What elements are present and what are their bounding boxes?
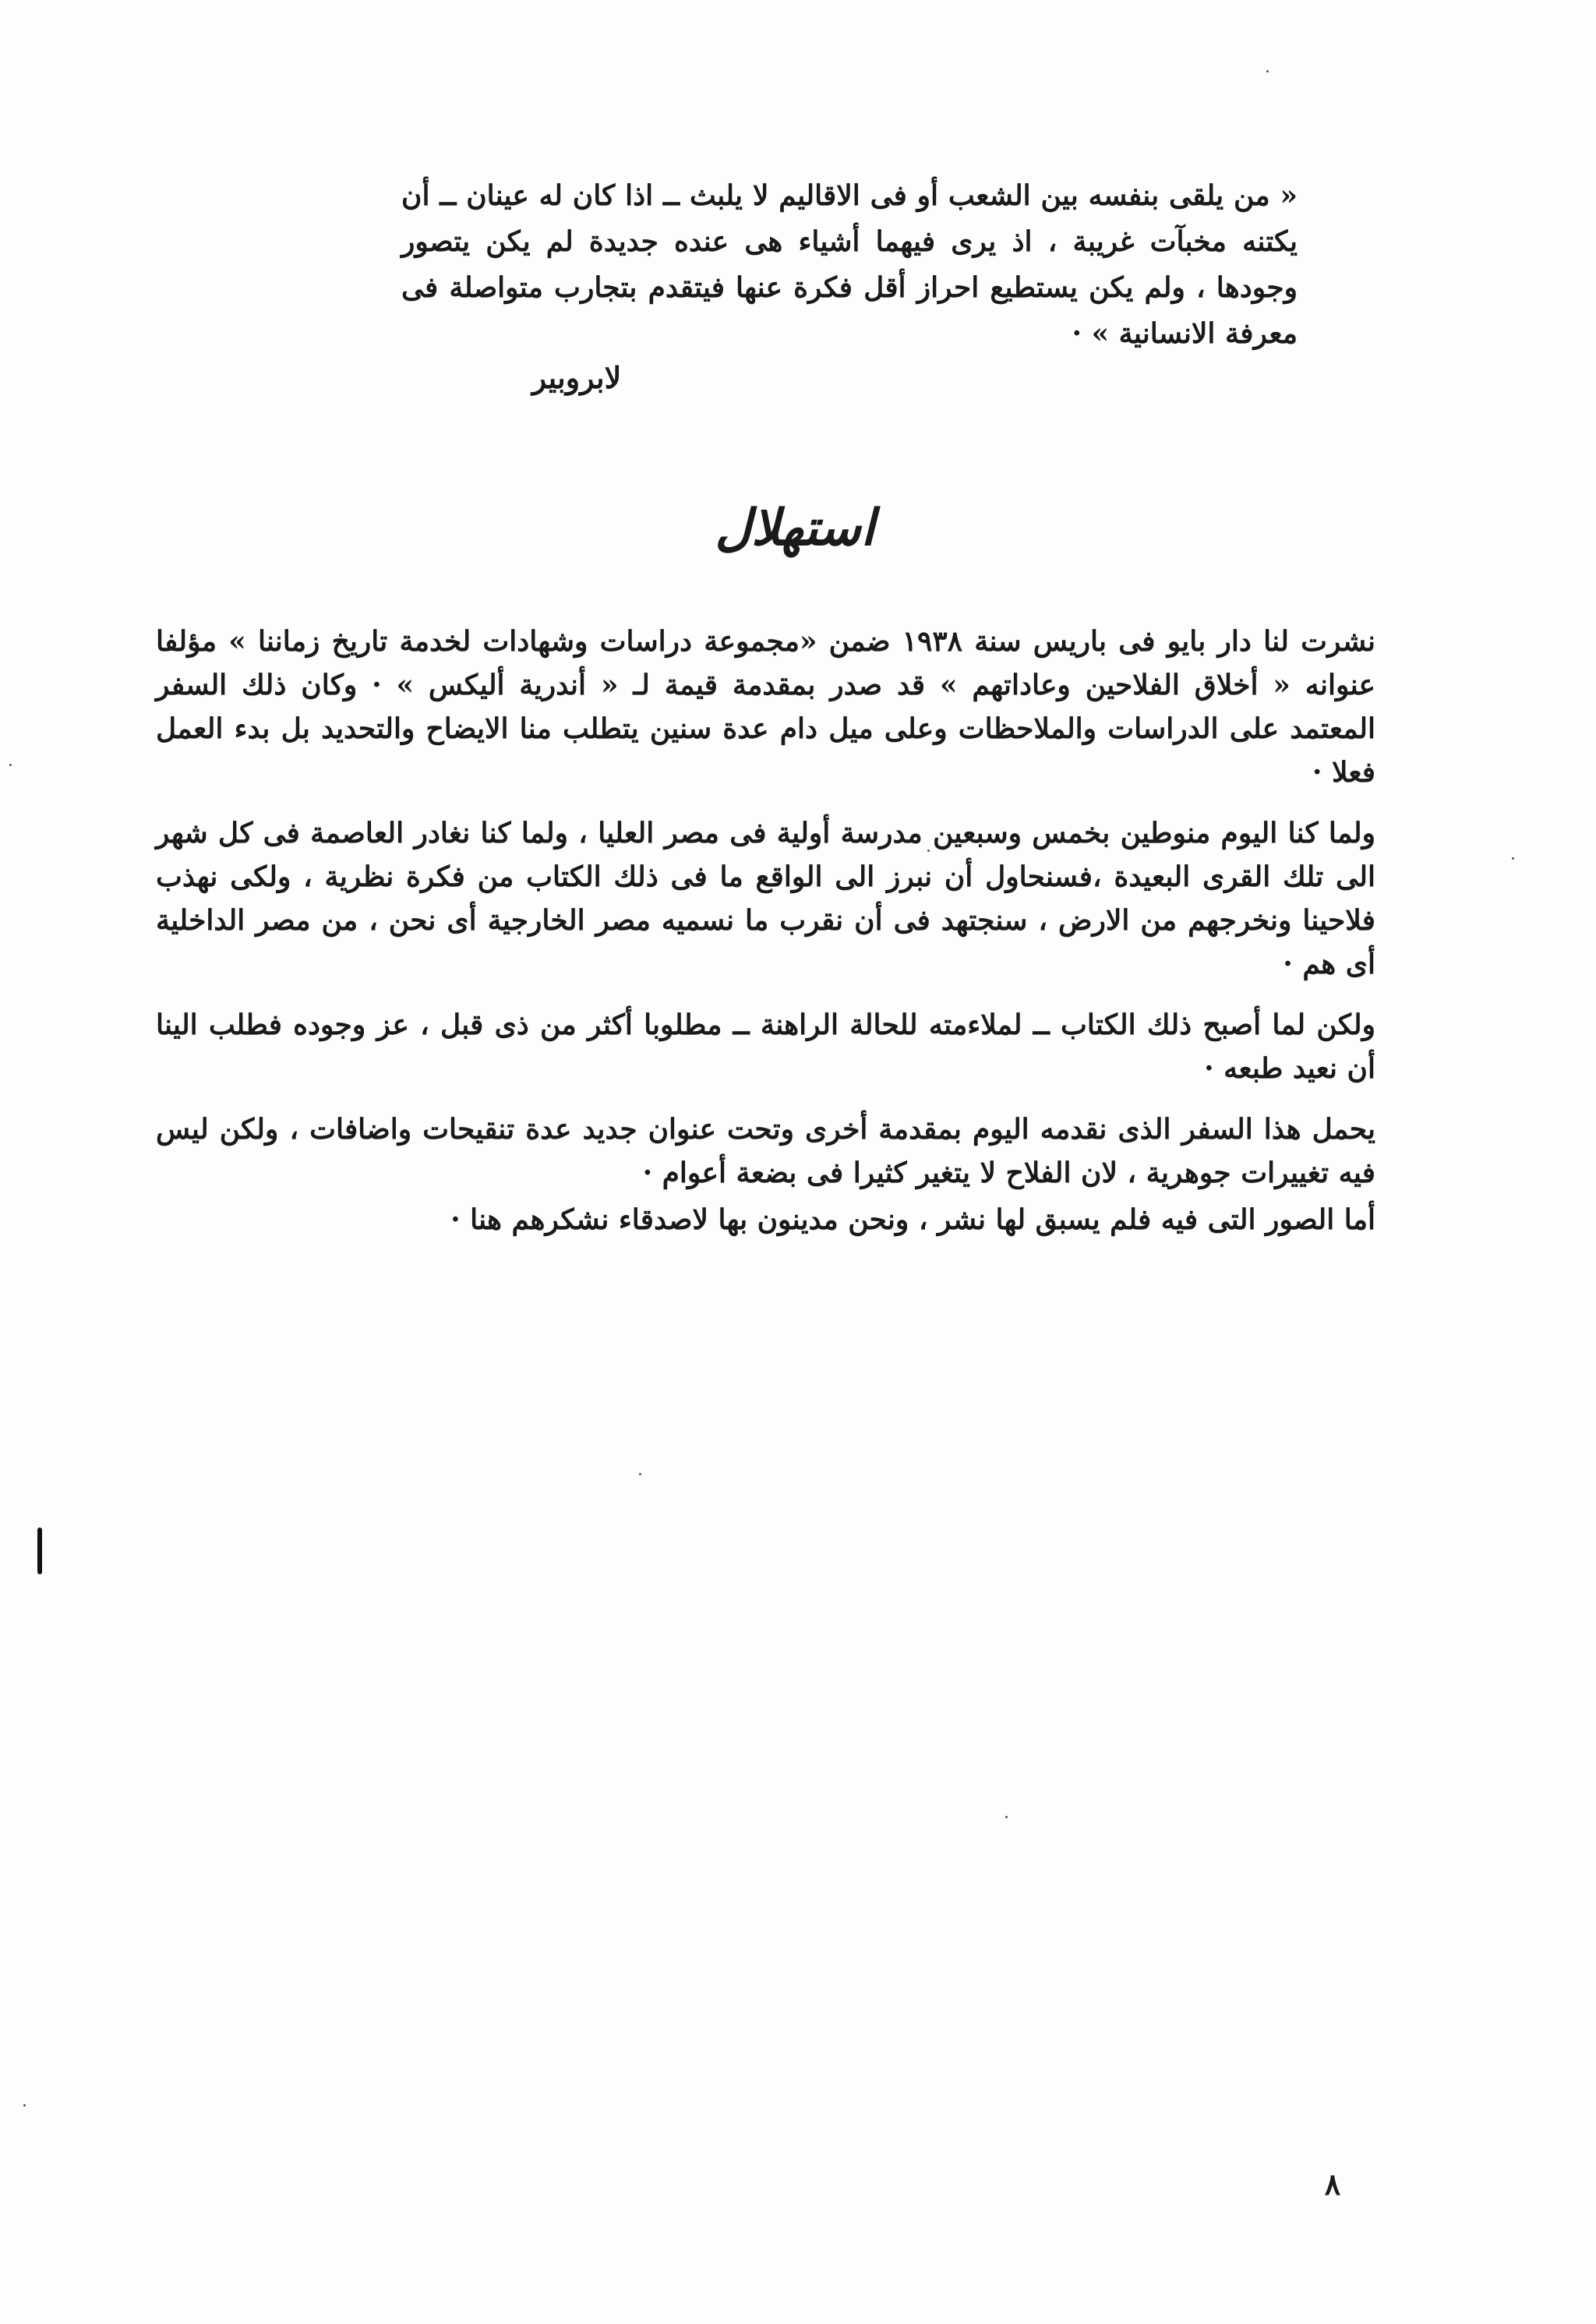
scan-speck (1005, 1816, 1008, 1818)
scan-speck (23, 2104, 26, 2107)
scan-speck (1266, 70, 1269, 72)
epigraph-quote: « من يلقى بنفسه بين الشعب أو فى الاقاليم لا يلبث ــ اذا كان له عينان ــ أن يكتنه مخبآت غريبة ، اذ يرى فيهما أشياء هى عنده جديدة لم يكن يتصور وجودها ، ولم يكن يستطيع احراز أقل فكرة عنها فيتقدم بتجارب متواصلة فى معرفة الانسانية » · (401, 179, 1298, 350)
scan-speck (639, 1473, 641, 1475)
body-text (156, 620, 1375, 1259)
paragraph-4: يحمل هذا السفر الذى نقدمه اليوم بمقدمة أخرى وتحت عنوان جديد عدة تنقيحات واضافات ، ولكن ليس فيه تغييرات جوهرية ، لان الفلاح لا يتغير كثيرا فى بضعة أعوام · (156, 1113, 1375, 1189)
paragraph-5: أما الصور التى فيه فلم يسبق لها نشر ، ونحن مدينون بها لاصدقاء نشكرهم هنا · (450, 1203, 1375, 1236)
scan-speck (927, 849, 930, 852)
scan-speck (1512, 857, 1514, 860)
page-number: ٨ (1324, 2167, 1341, 2202)
section-title: استهلال (715, 499, 875, 557)
epigraph-author: لابروبير (531, 360, 622, 395)
paragraph-3: ولكن لما أصبح ذلك الكتاب ــ لملاءمته للحالة الراهنة ــ مطلوبا أكثر من ذى قبل ، عز وجوده فطلب الينا أن نعيد طبعه · (156, 1008, 1375, 1085)
margin-ink-mark (37, 1528, 42, 1574)
scan-speck (9, 764, 12, 766)
paragraph-2: ولما كنا اليوم منوطين بخمس وسبعين مدرسة أولية فى مصر العليا ، ولما كنا نغادر العاصمة فى كل شهر الى تلك القرى البعيدة ،فسنحاول أن نبرز الى الواقع ما فى ذلك الكتاب من فكرة نظرية ، ولكى نهذب فلاحينا ونخرجهم من الارض ، سنجتهد فى أن نقرب ما نسميه مصر الخارجية أى نحن ، من مصر الداخلية أى هم · (156, 817, 1375, 980)
paragraph-1: نشرت لنا دار بايو فى باريس سنة ١٩٣٨ ضمن «مجموعة دراسات وشهادات لخدمة تاريخ زماننا » مؤلفا عنوانه « أخلاق الفلاحين وعاداتهم » قد صدر بمقدمة قيمة لـ « أندرية أليكس » · وكان ذلك السفر المعتمد على الدراسات والملاحظات وعلى ميل دام عدة سنين يتطلب منا الايضاح والتحديد بل بدء العمل فعلا · (156, 625, 1376, 789)
